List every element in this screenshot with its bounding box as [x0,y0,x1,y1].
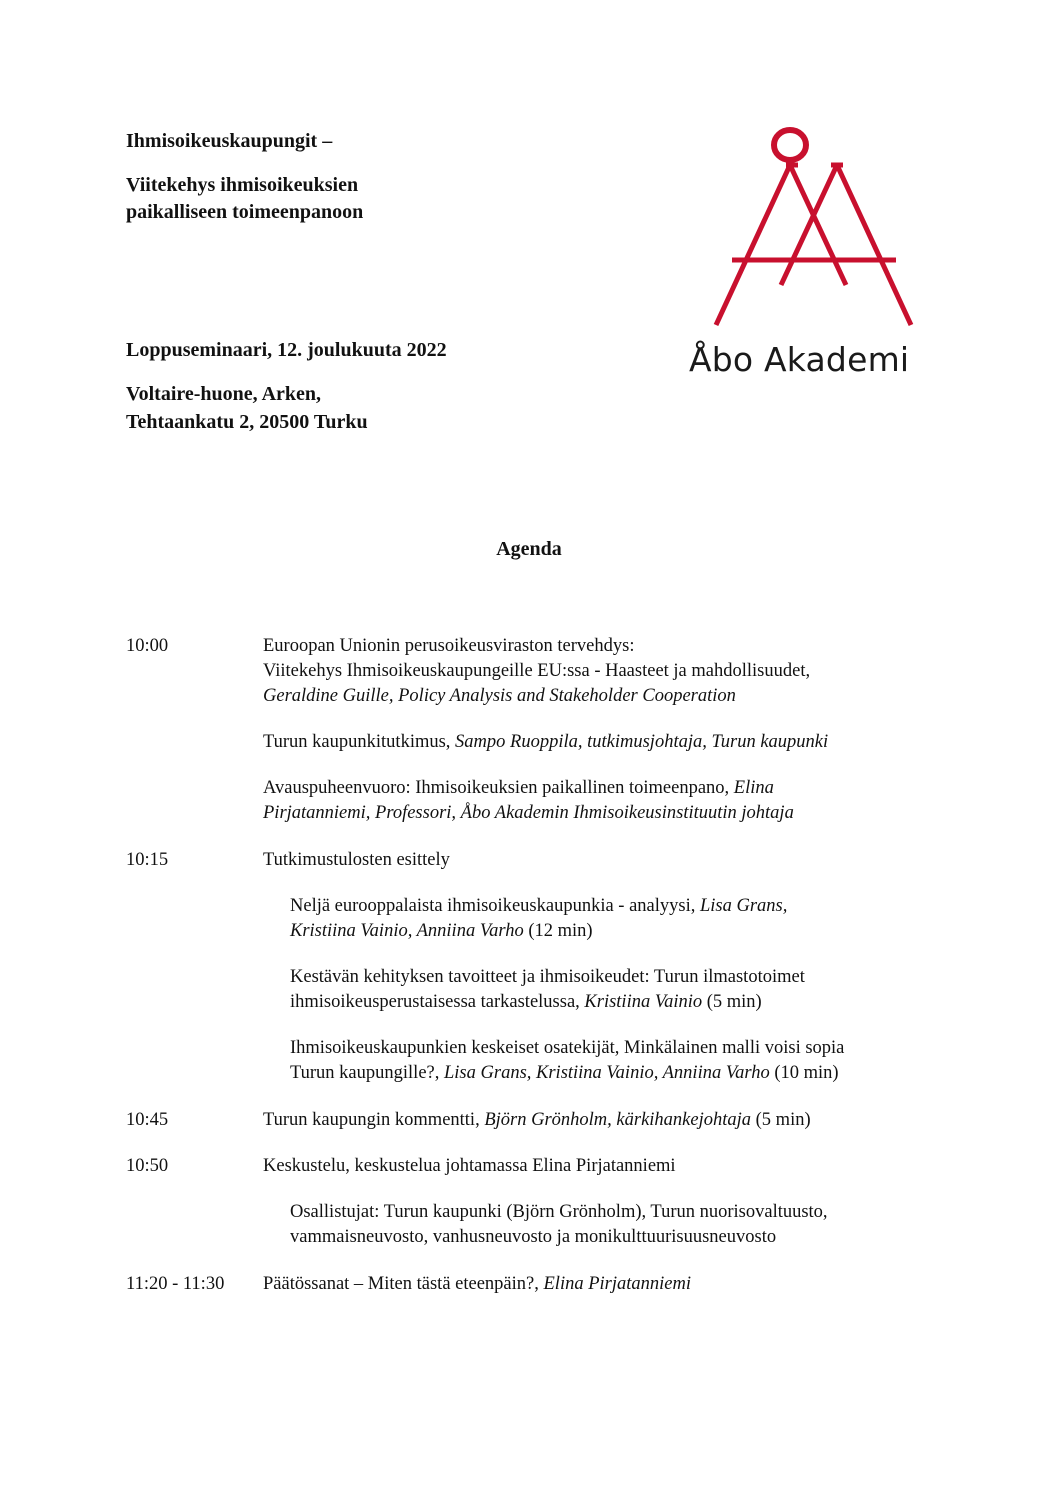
agenda-item [126,1272,946,1297]
agenda-text: Päätössanat – Miten tästä eteenpäin?, [263,1274,544,1294]
speaker-name: Kristiina Vainio [584,992,703,1012]
agenda-sub-list [263,1200,946,1250]
agenda-text: Turun kaupungille?, [290,1063,444,1083]
agenda-text: Neljä eurooppalaista ihmisoikeuskaupunkia - analyysi, [290,896,700,916]
speaker-name: Björn Grönholm, kärkihankejohtaja [484,1110,752,1130]
agenda-time: 10:50 [126,1156,169,1176]
agenda-duration: (10 min) [769,1063,839,1083]
speaker-name: Geraldine Guille, Policy Analysis and Stakeholder Cooperation [263,686,736,706]
agenda-text: vammaisneuvosto, vanhusneuvosto ja monikulttuurisuusneuvosto [290,1227,777,1247]
agenda-text: Turun kaupungin kommentti, [263,1110,485,1130]
agenda-heading: Agenda [496,538,562,560]
document-title [126,128,646,226]
speaker-name: Kristiina Vainio, Anniina Varho [290,921,524,941]
speaker-name: Pirjatanniemi, Professori, Åbo Akademin Ihmisoikeusinstituutin johtaja [263,803,794,823]
agenda-item [126,634,946,826]
speaker-name: Lisa Grans, Kristiina Vainio, Anniina Varho [444,1063,770,1083]
agenda-text: Viitekehys Ihmisoikeuskaupungeille EU:ssa - Haasteet ja mahdollisuudet, [263,661,811,681]
agenda-duration: (5 min) [702,992,762,1012]
abo-akademi-logo [686,120,936,385]
event-date: Loppuseminaari, 12. joulukuuta 2022 [126,339,447,361]
event-venue: Voltaire-huone, Arken, [126,383,322,405]
agenda-time: 11:20 - 11:30 [126,1274,225,1294]
agenda-sub-entry [290,1036,946,1086]
abo-akademi-emblem-icon [686,120,936,335]
title-line: Ihmisoikeuskaupungit – [126,130,333,152]
speaker-name: Elina [733,778,774,798]
event-info [126,336,646,436]
agenda-time: 10:15 [126,850,169,870]
agenda-item [126,1154,946,1250]
event-address: Tehtaankatu 2, 20500 Turku [126,411,368,433]
agenda-entry [263,848,946,873]
agenda-text: ihmisoikeusperustaisessa tarkastelussa, [290,992,585,1012]
agenda-text: Osallistujat: Turun kaupunki (Björn Grönholm), Turun nuorisovaltuusto, [290,1202,828,1222]
agenda-entry [263,1272,946,1297]
agenda-sub-entry [290,1200,946,1250]
agenda-text: Turun kaupunkitutkimus, [263,732,456,752]
agenda-entry [263,776,946,826]
agenda-sub-entry [290,894,946,944]
title-line: Viitekehys ihmisoikeuksien [126,174,359,196]
title-line: paikalliseen toimeenpanoon [126,201,364,223]
agenda-item [126,848,946,1086]
agenda-sub-entry [290,965,946,1015]
speaker-name: Elina Pirjatanniemi [543,1274,691,1294]
agenda-text: Ihmisoikeuskaupunkien keskeiset osatekijät, Minkälainen malli voisi sopia [290,1038,845,1058]
agenda-text: Avauspuheenvuoro: Ihmisoikeuksien paikallinen toimeenpano, [263,778,734,798]
speaker-name: Lisa Grans, [699,896,788,916]
agenda-text: Keskustelu, keskustelua johtamassa Elina Pirjatanniemi [263,1156,676,1176]
speaker-name: Sampo Ruoppila, tutkimusjohtaja, Turun kaupunki [455,732,829,752]
agenda-time: 10:00 [126,636,169,656]
agenda-list [126,634,946,1318]
agenda-text: Tutkimustulosten esittely [263,850,450,870]
agenda-entry [263,1108,946,1133]
agenda-text: Euroopan Unionin perusoikeusviraston tervehdys: [263,636,635,656]
agenda-entry [263,730,946,755]
agenda-entry [263,1154,946,1179]
agenda-duration: (12 min) [523,921,593,941]
agenda-item [126,1108,946,1133]
agenda-sub-list [263,894,946,1086]
logo-wordmark: Åbo Akademi [689,340,910,379]
agenda-entry [263,634,946,709]
agenda-text: Kestävän kehityksen tavoitteet ja ihmisoikeudet: Turun ilmastotoimet [290,967,805,987]
agenda-duration: (5 min) [751,1110,811,1130]
agenda-time: 10:45 [126,1110,169,1130]
